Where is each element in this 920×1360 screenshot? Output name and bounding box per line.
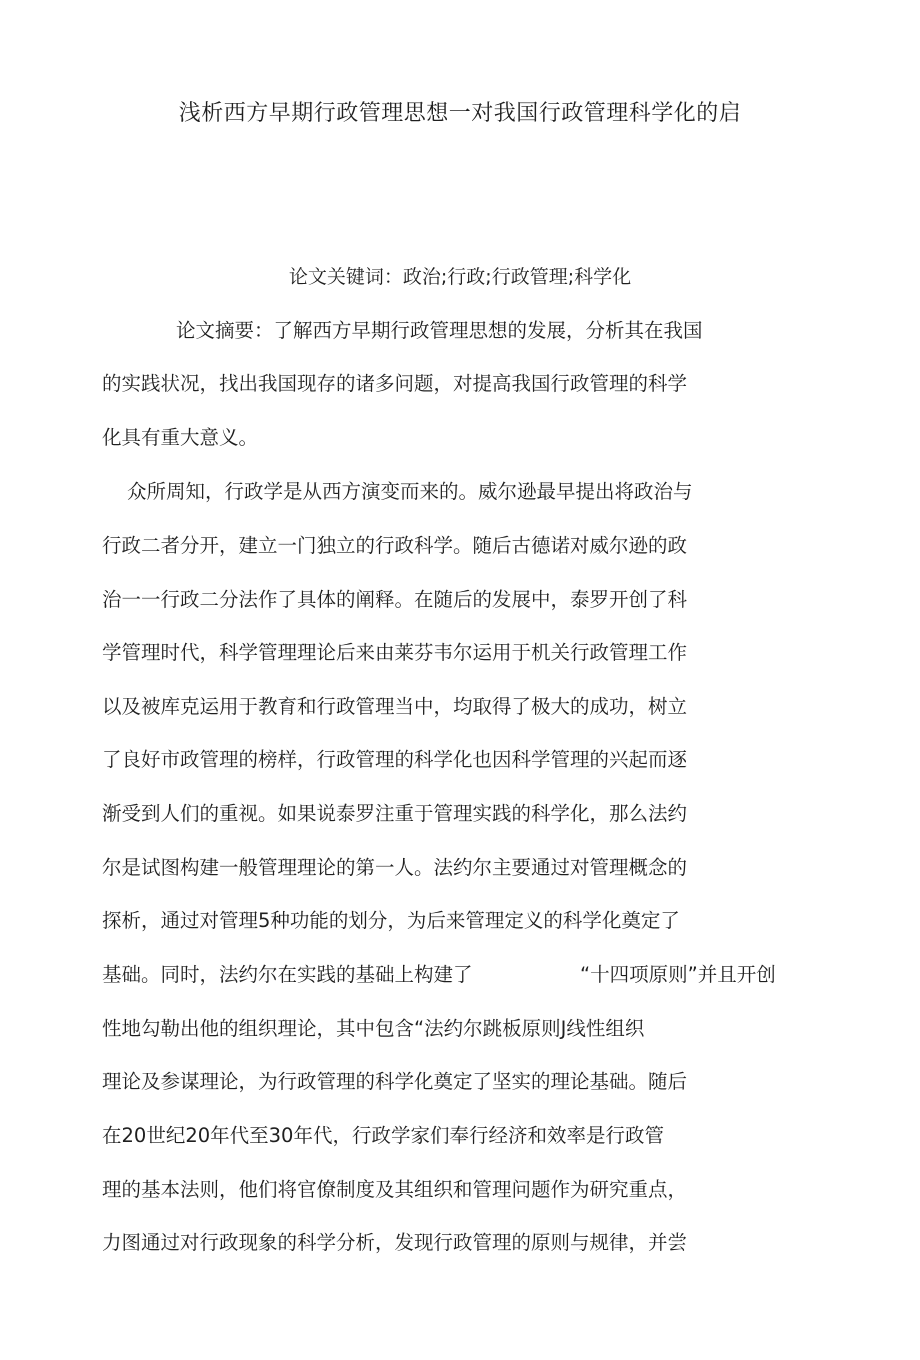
body-line-11: 尔是试图构建一般管理理论的第一人。法约尔主要通过对管理概念的 [102,856,688,879]
body-line-1: 论文摘要：了解西方早期行政管理思想的发展，分析其在我国 [176,319,703,342]
body-line-12: 探析，通过对管理5种功能的划分，为后来管理定义的科学化奠定了 [102,909,680,932]
body-line-2: 的实践状况，找出我国现存的诸多问题，对提高我国行政管理的科学 [102,372,688,395]
body-line-16: 在20世纪20年代至30年代，行政学家们奉行经济和效率是行政管 [102,1124,664,1147]
body-line-17: 理的基本法则，他们将官僚制度及其组织和管理问题作为研究重点， [102,1178,688,1201]
body-line-7: 学管理时代，科学管理理论后来由莱芬韦尔运用于机关行政管理工作 [102,641,688,664]
body-line-13-tail: “十四项原则”并且开创 [580,963,776,986]
document-title: 浅析西方早期行政管理思想一对我国行政管理科学化的启 [178,101,742,126]
body-line-5: 行政二者分开，建立一门独立的行政科学。随后古德诺对威尔逊的政 [102,534,688,557]
body-line-3: 化具有重大意义。 [102,426,259,449]
keywords-line: 论文关键词：政治;行政;行政管理;科学化 [288,266,632,288]
body-line-13: 基础。同时，法约尔在实践的基础上构建了 [102,963,473,986]
body-line-18: 力图通过对行政现象的科学分析，发现行政管理的原则与规律，并尝 [102,1231,688,1254]
body-line-15: 理论及参谋理论，为行政管理的科学化奠定了坚实的理论基础。随后 [102,1070,688,1093]
body-line-10: 渐受到人们的重视。如果说泰罗注重于管理实践的科学化，那么法约 [102,802,688,825]
body-line-6: 治一一行政二分法作了具体的阐释。在随后的发展中，泰罗开创了科 [102,588,688,611]
body-line-14: 性地勾勒出他的组织理论，其中包含“法约尔跳板原则J线性组织 [102,1017,645,1040]
body-line-8: 以及被库克运用于教育和行政管理当中，均取得了极大的成功，树立 [102,695,688,718]
body-line-4: 众所周知，行政学是从西方演变而来的。威尔逊最早提出将政治与 [127,480,693,503]
body-line-9: 了良好市政管理的榜样，行政管理的科学化也因科学管理的兴起而逐 [102,748,688,771]
